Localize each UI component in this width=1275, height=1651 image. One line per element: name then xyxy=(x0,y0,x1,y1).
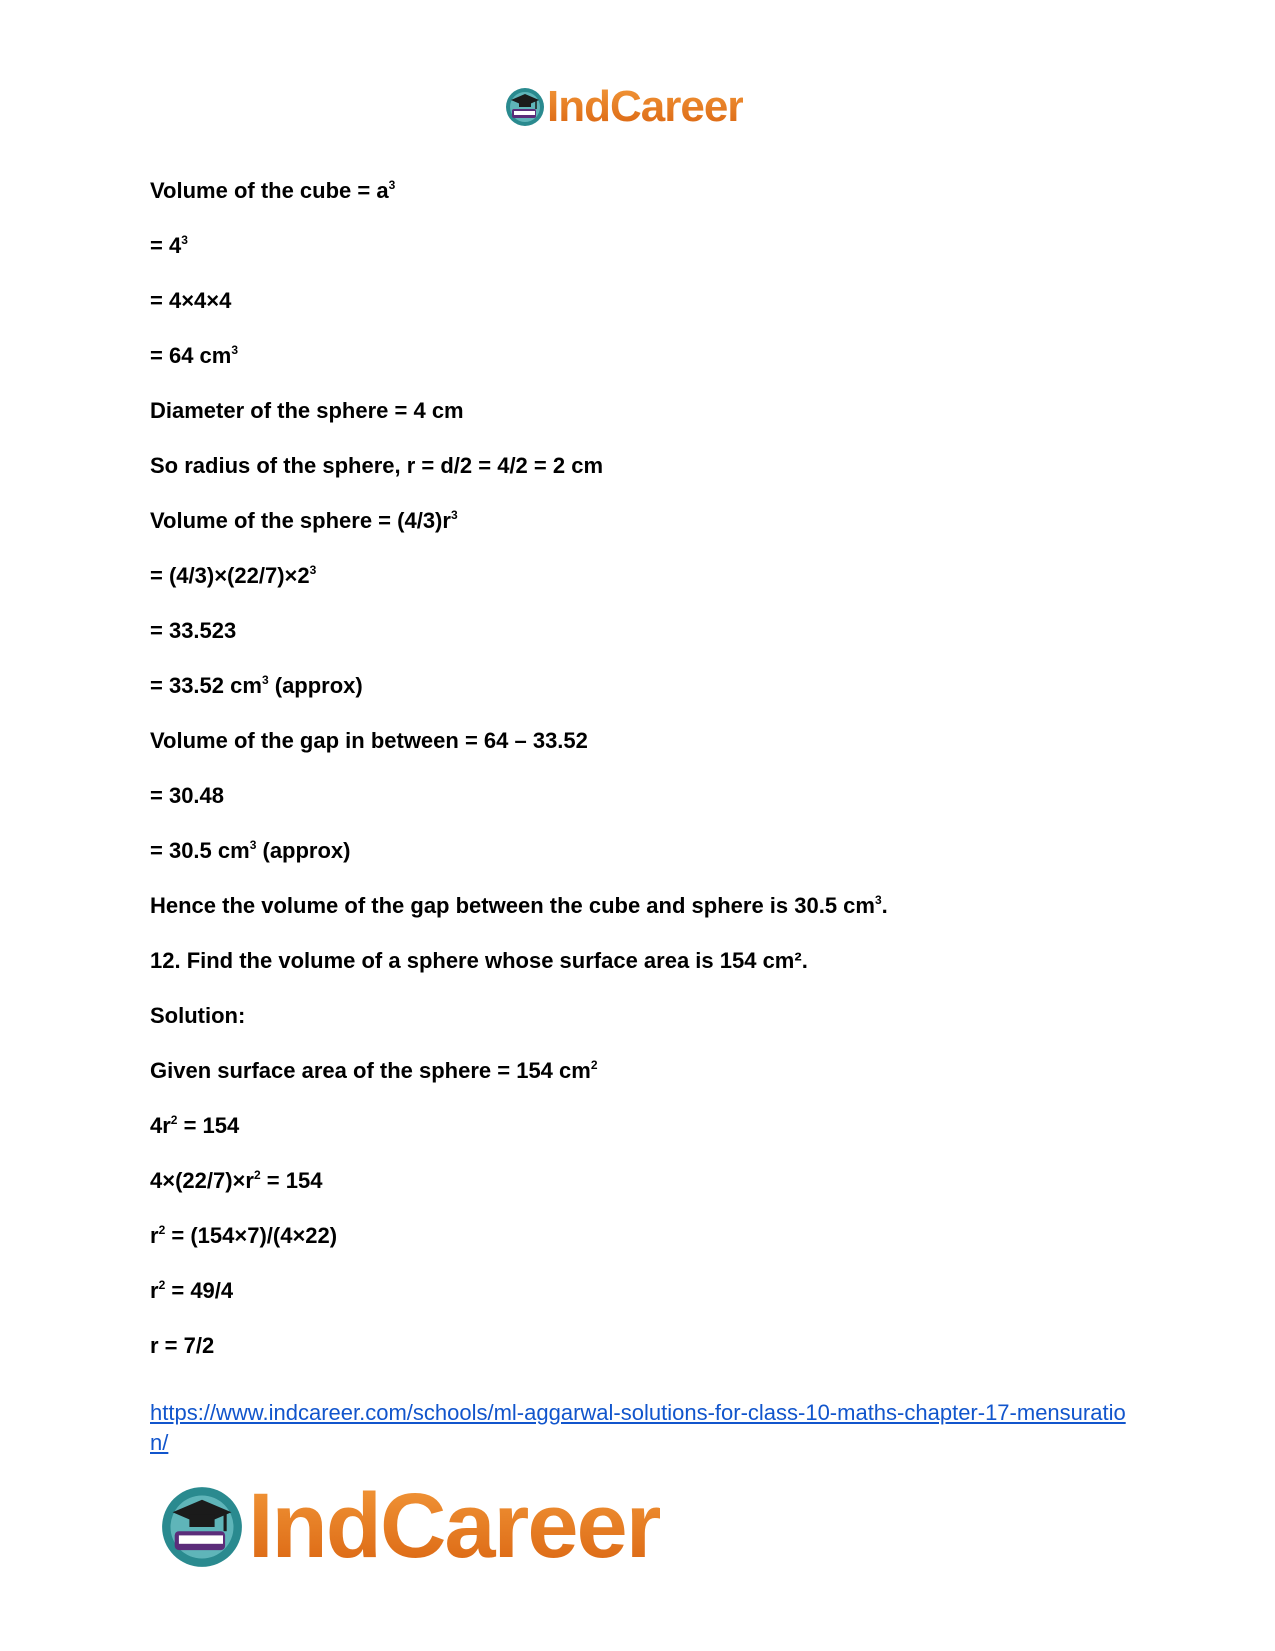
text-line: = $(4/3)\times(22/7)\times 2^3$ xyxy=(150,563,317,588)
graduation-cap-book-globe-icon xyxy=(160,1485,244,1569)
text-line: Volume of the cube = $a^3$ xyxy=(150,178,396,203)
brand-name: IndCareer xyxy=(248,1475,660,1577)
header-logo xyxy=(505,82,743,132)
text-line: = 30.48 xyxy=(150,783,225,808)
brand-name: IndCareer xyxy=(547,82,744,131)
text-line: $r^2 = 49/4$ xyxy=(150,1278,234,1303)
graduation-cap-book-globe-icon xyxy=(505,87,545,127)
document-body xyxy=(150,177,1150,1387)
text-line: $r^2 = (154\times 7)/(4\times 22)$ xyxy=(150,1223,338,1248)
text-line: = 33.523 xyxy=(150,618,237,643)
text-line: = 4×4×4 xyxy=(150,288,232,313)
text-line: Given surface area of the sphere = 154 $cm^2$ xyxy=(150,1058,598,1083)
source-link[interactable]: https://www.indcareer.com/schools/ml-aggarwal-solutions-for-class-10-maths-chapter-17-mensuration/ xyxy=(150,1400,1126,1455)
text-line: Volume of the gap in between = 64 – 33.52 xyxy=(150,728,588,753)
question-heading: 12. Find the volume of a sphere whose surface area is 154 cm². xyxy=(150,948,808,973)
text-line: = $4^3$ xyxy=(150,233,188,258)
text-line: So radius of the sphere, r = d/2 = 4/2 = 2 cm xyxy=(150,453,604,478)
text-line: Volume of the sphere = $(4/3)r^3$ xyxy=(150,508,458,533)
text-line: Hence the volume of the gap between the cube and sphere is 30.5 $cm^3$. xyxy=(150,893,888,918)
text-line: = 33.52 $cm^3$ (approx) xyxy=(150,673,363,698)
text-line: Diameter of the sphere = 4 cm xyxy=(150,398,464,423)
solution-label: Solution: xyxy=(150,1003,246,1028)
text-line: = 30.5 $cm^3$ (approx) xyxy=(150,838,351,863)
text-line: $4\times(22/7)\times r^2 = 154$ xyxy=(150,1168,323,1193)
text-line: $4r^2 = 154$ xyxy=(150,1113,240,1138)
footer-logo xyxy=(160,1474,660,1579)
text-line: = 64 $cm^3$ xyxy=(150,343,239,368)
text-line: r = 7/2 xyxy=(150,1333,215,1358)
